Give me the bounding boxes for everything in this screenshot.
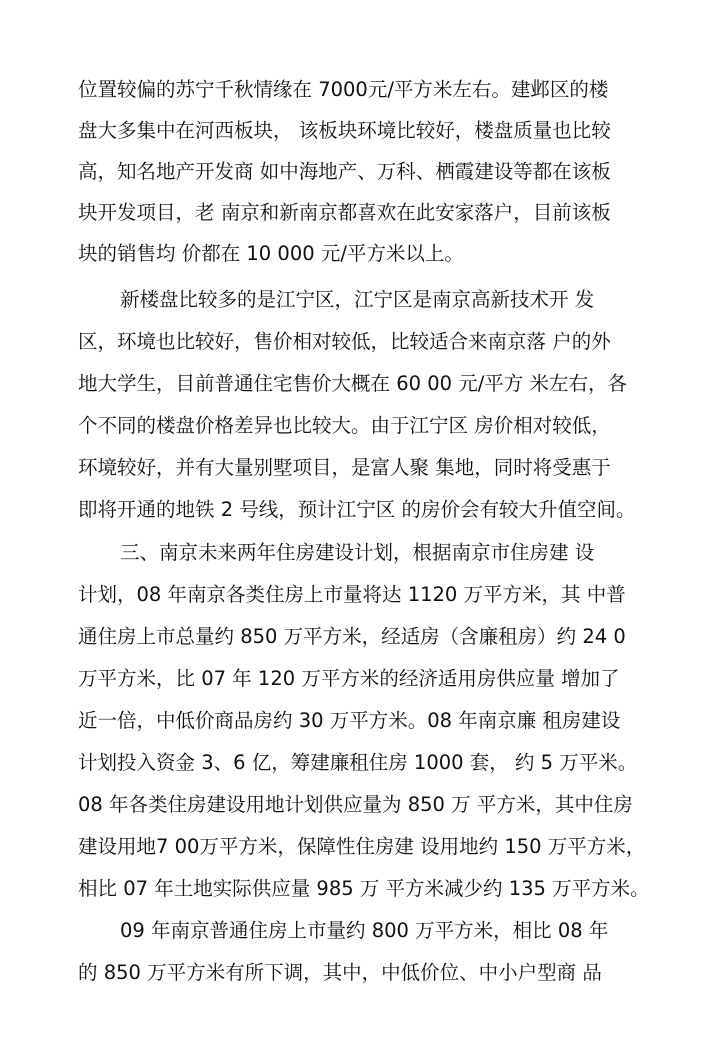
text-line-13: 计划，08 年南京各类住房上市量将达 1120 万平方米，其 中普: [78, 583, 626, 606]
text-line-10: 环境较好，并有大量别墅项目，是富人聚 集地，同时将受惠于: [78, 456, 611, 479]
text-line-14: 通住房上市总量约 850 万平方米，经适房（含廉租房）约 24 0: [78, 625, 626, 648]
text-line-18: 08 年各类住房建设用地计划供应量为 850 万 平方米，其中住房: [78, 793, 633, 816]
paragraph-start-line-6: 新楼盘比较多的是江宁区，江宁区是南京高新技术开 发: [120, 288, 595, 311]
text-line-19: 建设用地7 00万平方米，保障性住房建 设用地约 150 万平方米，: [78, 835, 646, 858]
text-line-11: 即将开通的地铁 2 号线，预计江宁区 的房价会有较大升值空间。: [78, 498, 636, 521]
paragraph-start-line-12: 三、南京未来两年住房建设计划，根据南京市住房建 设: [120, 541, 595, 564]
text-line-9: 个不同的楼盘价格差异也比较大。由于江宁区 房价相对较低，: [78, 414, 611, 437]
paragraph-start-line-21: 09 年南京普通住房上市量约 800 万平方米，相比 08 年: [120, 919, 609, 942]
text-line-22: 的 850 万平方米有所下调，其中，中低价位、中小户型商 品: [78, 961, 602, 984]
text-line-5: 块的销售均 价都在 10 000 元/平方米以上。: [78, 242, 464, 265]
text-line-4: 块开发项目，老 南京和新南京都喜欢在此安家落户，目前该板: [78, 201, 611, 224]
text-line-17: 计划投入资金 3、6 亿，筹建廉租住房 1000 套， 约 5 万平米。: [78, 751, 638, 774]
text-line-15: 万平方米，比 07 年 120 万平方米的经济适用房供应量 增加了: [78, 667, 620, 690]
text-line-8: 地大学生，目前普通住宅售价大概在 60 00 元/平方 米左右，各: [78, 372, 627, 395]
text-line-2: 盘大多集中在河西板块， 该板块环境比较好，楼盘质量也比较: [78, 119, 611, 142]
text-line-20: 相比 07 年土地实际供应量 985 万 平方米减少约 135 万平方米。: [78, 877, 650, 900]
text-line-16: 近一倍，中低价商品房约 30 万平方米。08 年南京廉 租房建设: [78, 709, 621, 732]
text-line-7: 区，环境也比较好，售价相对较低，比较适合来南京落 户的外: [78, 330, 611, 353]
text-line-3: 高，知名地产开发商 如中海地产、万科、栖霞建设等都在该板: [78, 160, 611, 183]
text-line-1: 位置较偏的苏宁千秋情缘在 7000元/平方米左右。建邺区的楼: [78, 78, 609, 101]
